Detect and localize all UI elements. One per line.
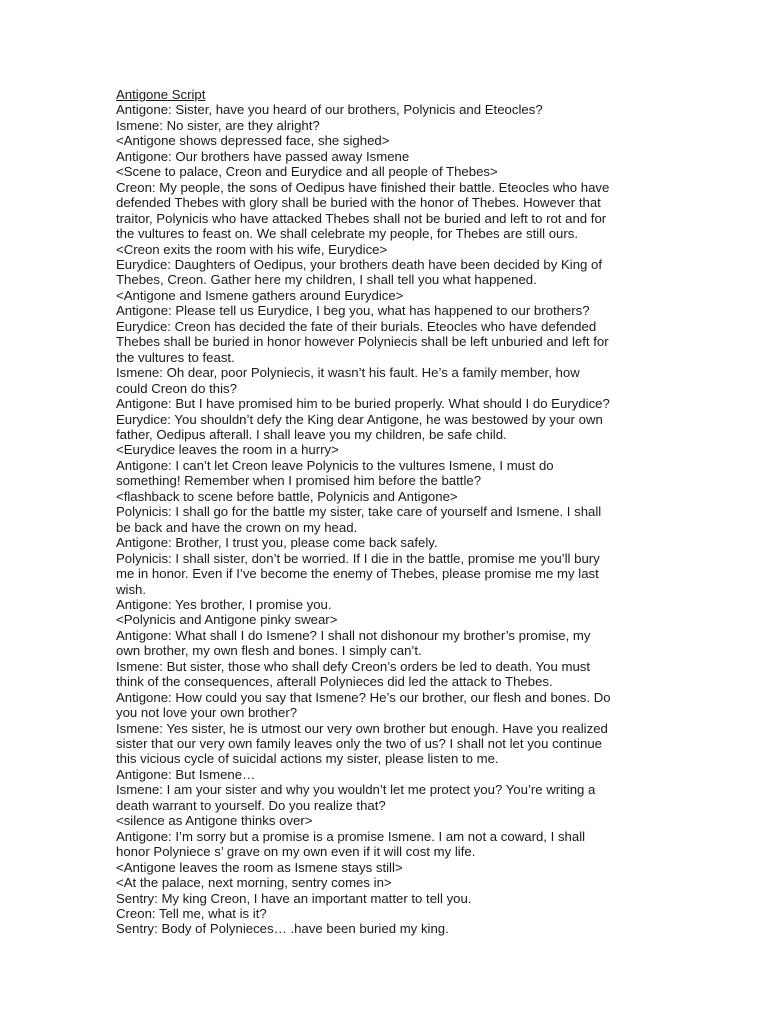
script-line: <Antigone leaves the room as Ismene stays still> (116, 859, 403, 875)
script-line: Polynicis: I shall go for the battle my sister, take care of yourself and Ismene. I shall (116, 504, 602, 520)
script-line: Eurydice: You shouldn’t defy the King dear Antigone, he was bestowed by your own (116, 411, 603, 427)
script-line: Antigone: Brother, I trust you, please come back safely. (116, 535, 438, 551)
script-line: <silence as Antigone thinks over> (116, 813, 313, 829)
script-line: Creon: Tell me, what is it? (116, 906, 267, 922)
script-line: the vultures to feast. (116, 349, 235, 365)
script-line: <Scene to palace, Creon and Eurydice and all people of Thebes> (116, 164, 498, 180)
script-line: you not love your own brother? (116, 705, 298, 721)
script-line: Antigone: But Ismene… (116, 766, 256, 782)
script-line: Antigone: What shall I do Ismene? I shall not dishonour my brother’s promise, my (116, 627, 591, 643)
script-line: this vicious cycle of suicidal actions my sister, please listen to me. (116, 751, 499, 767)
script-line: think of the consequences, afterall Polynieces did led the attack to Thebes. (116, 674, 553, 690)
script-line: Antigone: How could you say that Ismene? He’s our brother, our flesh and bones. Do (116, 689, 611, 705)
script-line: Antigone: Please tell us Eurydice, I beg you, what has happened to our brothers? (116, 303, 590, 319)
script-line: <Antigone and Ismene gathers around Eurydice> (116, 287, 404, 303)
script-line: Eurydice: Daughters of Oedipus, your brothers death have been decided by King of (116, 256, 603, 272)
script-line: own brother, my own flesh and bones. I simply can’t. (116, 643, 422, 659)
script-line: Ismene: I am your sister and why you wouldn’t let me protect you? You’re writing a (116, 782, 596, 798)
script-line: <At the palace, next morning, sentry comes in> (116, 875, 392, 891)
script-line: wish. (116, 581, 147, 597)
script-line: Ismene: Oh dear, poor Polyniecis, it wasn’t his fault. He’s a family member, how (116, 365, 580, 381)
script-line: Antigone: But I have promised him to be buried properly. What should I do Eurydice? (116, 396, 610, 412)
script-line: <Polynicis and Antigone pinky swear> (116, 612, 338, 628)
script-line: Sentry: Body of Polynieces… .have been buried my king. (116, 921, 449, 937)
script-line: the vultures to feast on. We shall celebrate my people, for Thebes are still ours. (116, 226, 579, 242)
script-line: Antigone: Our brothers have passed away Ismene (116, 148, 410, 164)
script-line: Thebes, Creon. Gather here my children, I shall tell you what happened. (116, 272, 537, 288)
script-line: Antigone: Sister, have you heard of our brothers, Polynicis and Eteocles? (116, 102, 543, 118)
script-line: sister that our very own family leaves only the two of us? I shall not let you continue (116, 736, 602, 752)
script-line: honor Polyniece s’ grave on my own even if it will cost my life. (116, 844, 476, 860)
script-line: father, Oedipus afterall. I shall leave you my children, be safe child. (116, 426, 507, 442)
script-line: <Eurydice leaves the room in a hurry> (116, 442, 339, 458)
script-line: Ismene: But sister, those who shall defy Creon’s orders be led to death. You must (116, 658, 591, 674)
script-line: death warrant to yourself. Do you realize that? (116, 797, 386, 813)
script-line: traitor, Polynicis who have attacked Thebes shall not be buried and left to rot and for (116, 210, 607, 226)
script-body (116, 102, 656, 936)
script-line: <Creon exits the room with his wife, Eurydice> (116, 241, 388, 257)
script-line: defended Thebes with glory shall be buried with the honor of Thebes. However that (116, 195, 601, 211)
script-line: me in honor. Even if I’ve become the enemy of Thebes, please promise me my last (116, 566, 599, 582)
script-line: Ismene: Yes sister, he is utmost our very own brother but enough. Have you realized (116, 720, 608, 736)
script-line: Sentry: My king Creon, I have an important matter to tell you. (116, 890, 472, 906)
script-line: Thebes shall be buried in honor however Polyniecis shall be left unburied and left for (116, 334, 609, 350)
script-line: could Creon do this? (116, 380, 237, 396)
script-line: be back and have the crown on my head. (116, 519, 358, 535)
script-line: Polynicis: I shall sister, don’t be worried. If I die in the battle, promise me you’ll bury (116, 550, 600, 566)
script-line: Antigone: I can’t let Creon leave Polynicis to the vultures Ismene, I must do (116, 457, 554, 473)
script-line: <flashback to scene before battle, Polynicis and Antigone> (116, 488, 458, 504)
script-line: <Antigone shows depressed face, she sighed> (116, 133, 390, 149)
script-line: Creon: My people, the sons of Oedipus have finished their battle. Eteocles who have (116, 179, 610, 195)
script-line: something! Remember when I promised him before the battle? (116, 473, 482, 489)
script-title: Antigone Script (116, 87, 206, 102)
script-line: Eurydice: Creon has decided the fate of their burials. Eteocles who have defended (116, 318, 597, 334)
script-page (116, 87, 656, 937)
script-line: Ismene: No sister, are they alright? (116, 117, 320, 133)
script-line: Antigone: Yes brother, I promise you. (116, 596, 332, 612)
script-line: Antigone: I’m sorry but a promise is a promise Ismene. I am not a coward, I shall (116, 828, 586, 844)
